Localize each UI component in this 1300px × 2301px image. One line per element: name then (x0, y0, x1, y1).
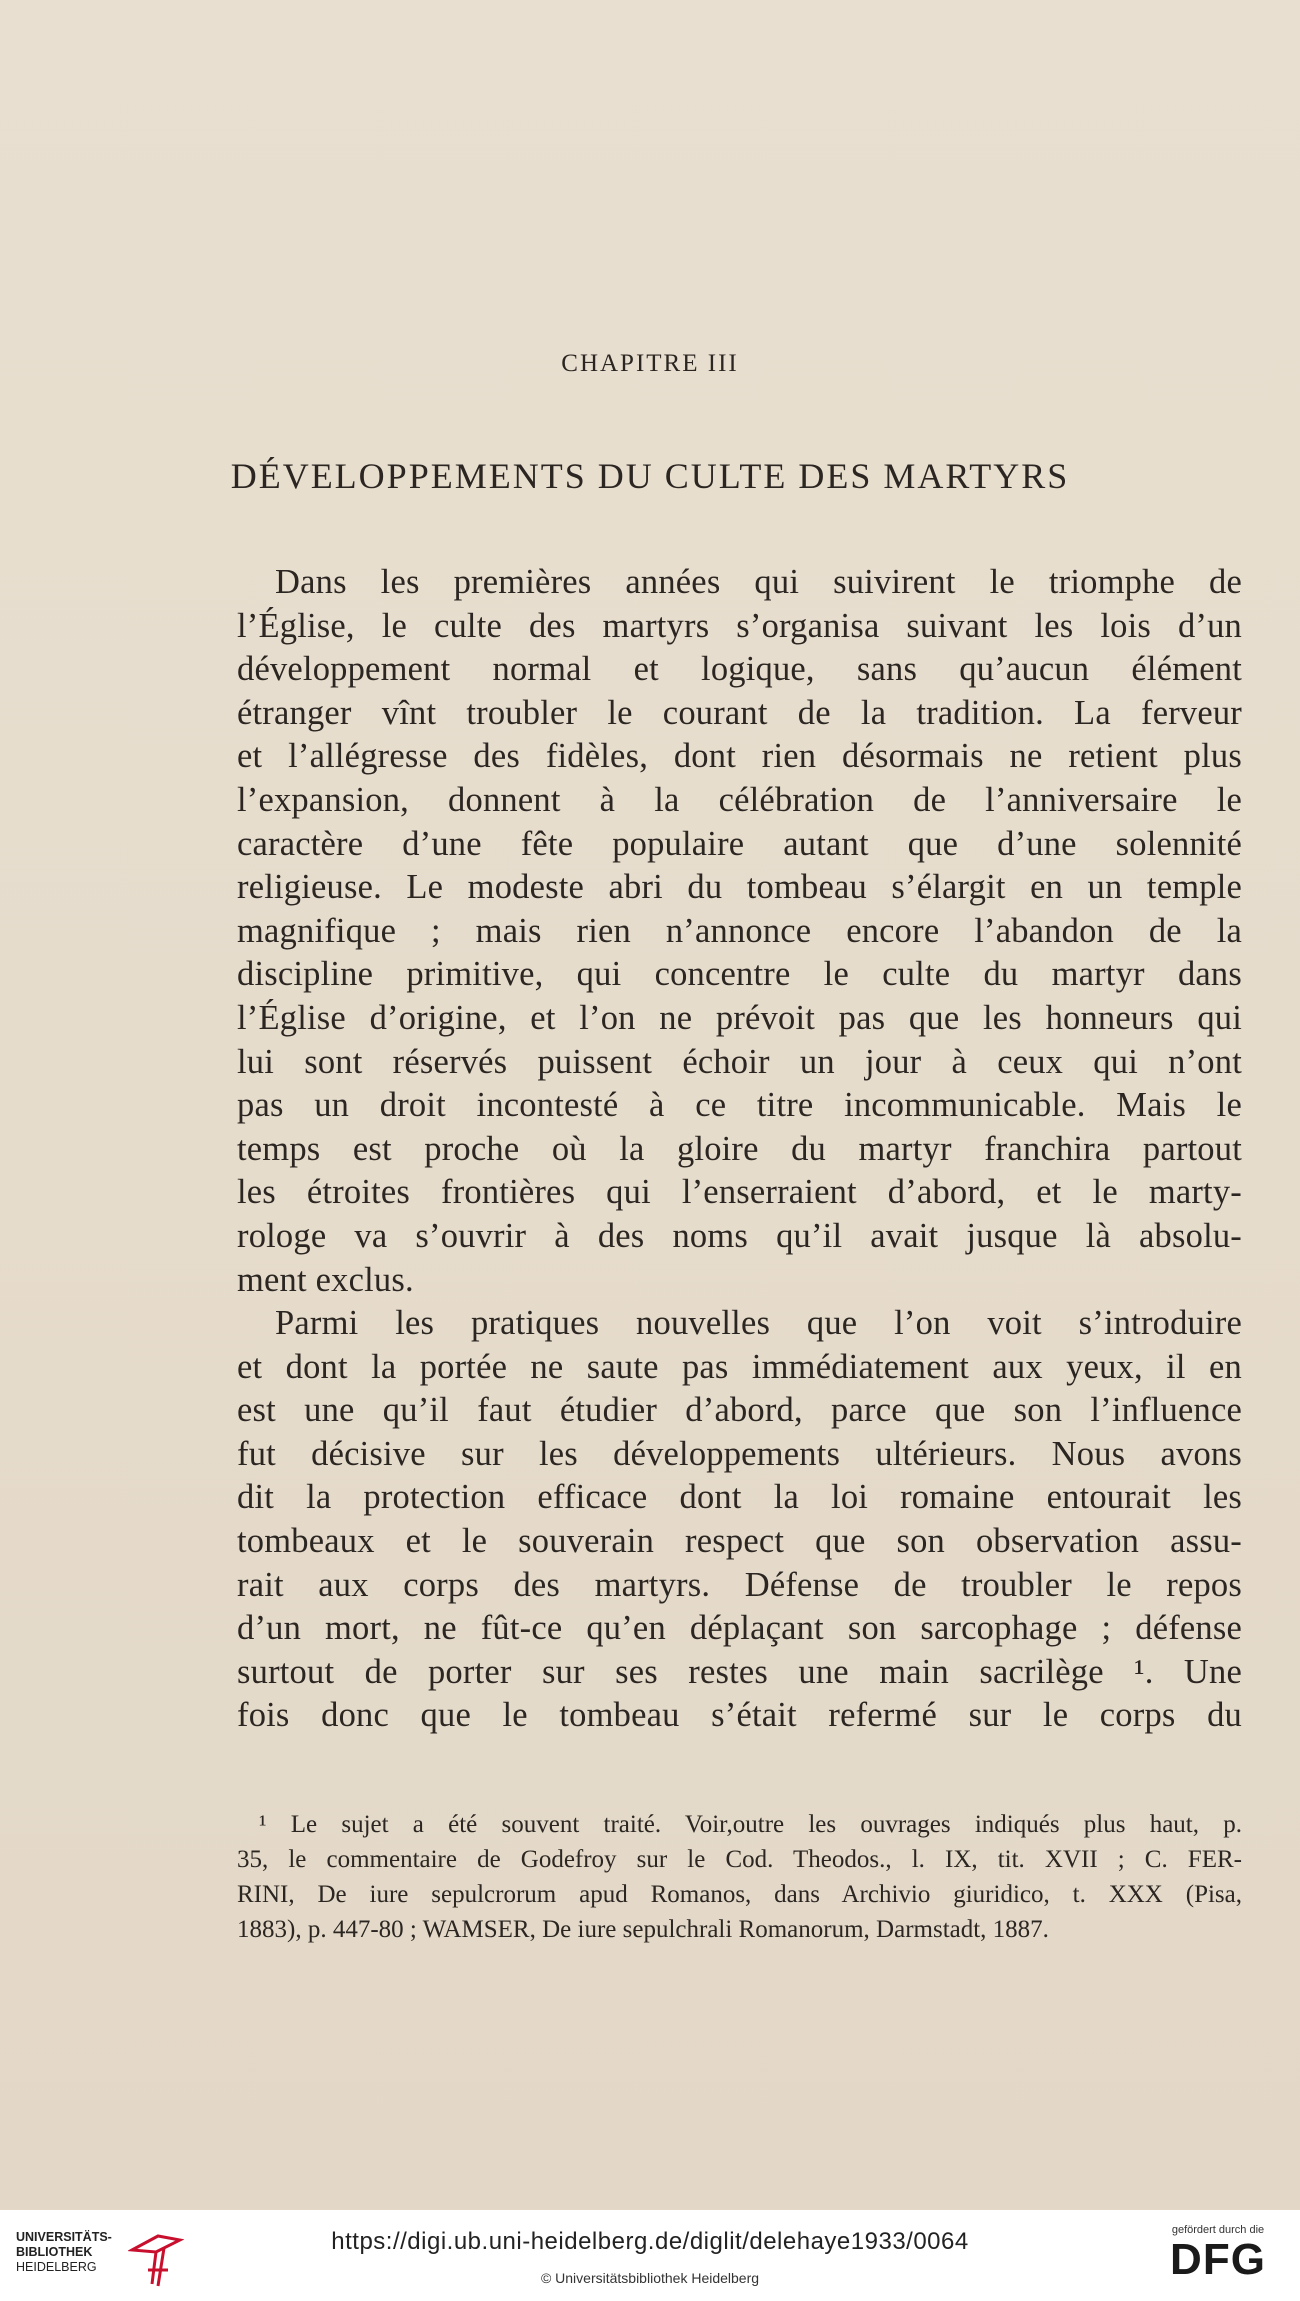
footnote-line: RINI, De iure sepulcrorum apud Romanos, dans Archivio giuridico, t. XXX (Pisa, (237, 1881, 1242, 1908)
chapter-title: DÉVELOPPEMENTS DU CULTE DES MARTYRS (230, 456, 1070, 496)
library-name-line: HEIDELBERG (16, 2260, 97, 2274)
body-line: les étroites frontières qui l’enserraient d’abord, et le marty- (237, 1173, 1242, 1212)
body-line: fois donc que le tombeau s’était refermé sur le corps du (237, 1696, 1242, 1735)
body-line: rait aux corps des martyrs. Défense de troubler le repos (237, 1565, 1242, 1604)
footnote-line: 35, le commentaire de Godefroy sur le Cod. Theodos., l. IX, tit. XVII ; C. FER- (237, 1846, 1242, 1873)
body-line: et dont la portée ne saute pas immédiatement aux yeux, il en (237, 1347, 1242, 1386)
body-line: tombeaux et le souverain respect que son observation assu- (237, 1522, 1242, 1561)
body-line: pas un droit incontesté à ce titre incommunicable. Mais le (237, 1086, 1242, 1125)
body-line: magnifique ; mais rien n’annonce encore l’abandon de la (237, 911, 1242, 950)
body-text (237, 561, 1242, 1738)
body-line: l’Église, le culte des martyrs s’organisa suivant les lois d’un (237, 606, 1242, 645)
body-line: dit la protection efficace dont la loi romaine entourait les (237, 1478, 1242, 1517)
body-line: étranger vînt troubler le courant de la tradition. La ferveur (237, 693, 1242, 732)
copyright-notice: © Universitätsbibliothek Heidelberg (540, 2270, 760, 2286)
body-line: d’un mort, ne fût-ce qu’en déplaçant son sarcophage ; défense (237, 1609, 1242, 1648)
chapter-label: CHAPITRE III (561, 350, 739, 377)
footnotes (237, 1807, 1242, 1947)
body-line: développement normal et logique, sans qu’aucun élément (237, 650, 1242, 689)
dfg-logo[interactable] (1158, 2224, 1278, 2284)
body-line: Dans les premières années qui suivirent le triomphe de (275, 563, 1242, 601)
footnote-line: 1883), p. 447-80 ; WAMSER, De iure sepulchrali Romanorum, Darmstadt, 1887. (237, 1916, 1049, 1943)
body-line: discipline primitive, qui concentre le culte du martyr dans (237, 955, 1242, 994)
library-name-line: UNIVERSITÄTS- (16, 2230, 112, 2244)
body-line: temps est proche où la gloire du martyr franchira partout (237, 1129, 1242, 1168)
body-line: religieuse. Le modeste abri du tombeau s’élargit en un temple (237, 868, 1242, 907)
footnote-line: ¹ Le sujet a été souvent traité. Voir,outre les ouvrages indiqués plus haut, p. (259, 1811, 1242, 1838)
viewer-footer (0, 2210, 1300, 2301)
dfg-logo-text: DFG (1170, 2235, 1266, 2284)
body-line: Parmi les pratiques nouvelles que l’on voit s’introduire (275, 1304, 1242, 1343)
funder-note: gefördert durch die (1171, 2224, 1265, 2236)
permalink-url[interactable]: https://digi.ub.uni-heidelberg.de/diglit/delehaye1933/0064 (331, 2228, 969, 2255)
body-line: fut décisive sur les développements ultérieurs. Nous avons (237, 1434, 1242, 1473)
body-line: l’Église d’origine, et l’on ne prévoit pas que les honneurs qui (237, 998, 1242, 1037)
library-name-line: BIBLIOTHEK (16, 2245, 93, 2259)
body-line: lui sont réservés puissent échoir un jour à ceux qui n’ont (237, 1042, 1242, 1081)
body-line: rologe va s’ouvrir à des noms qu’il avait jusque là absolu- (237, 1216, 1242, 1255)
body-line: l’expansion, donnent à la célébration de l’anniversaire le (237, 780, 1242, 819)
body-line: et l’allégresse des fidèles, dont rien désormais ne retient plus (237, 737, 1242, 776)
body-line: est une qu’il faut étudier d’abord, parce que son l’influence (237, 1391, 1242, 1430)
body-line: ment exclus. (237, 1260, 414, 1299)
body-line: surtout de porter sur ses restes une main sacrilège ¹. Une (237, 1652, 1242, 1691)
body-line: caractère d’une fête populaire autant que d’une solennité (237, 824, 1242, 863)
